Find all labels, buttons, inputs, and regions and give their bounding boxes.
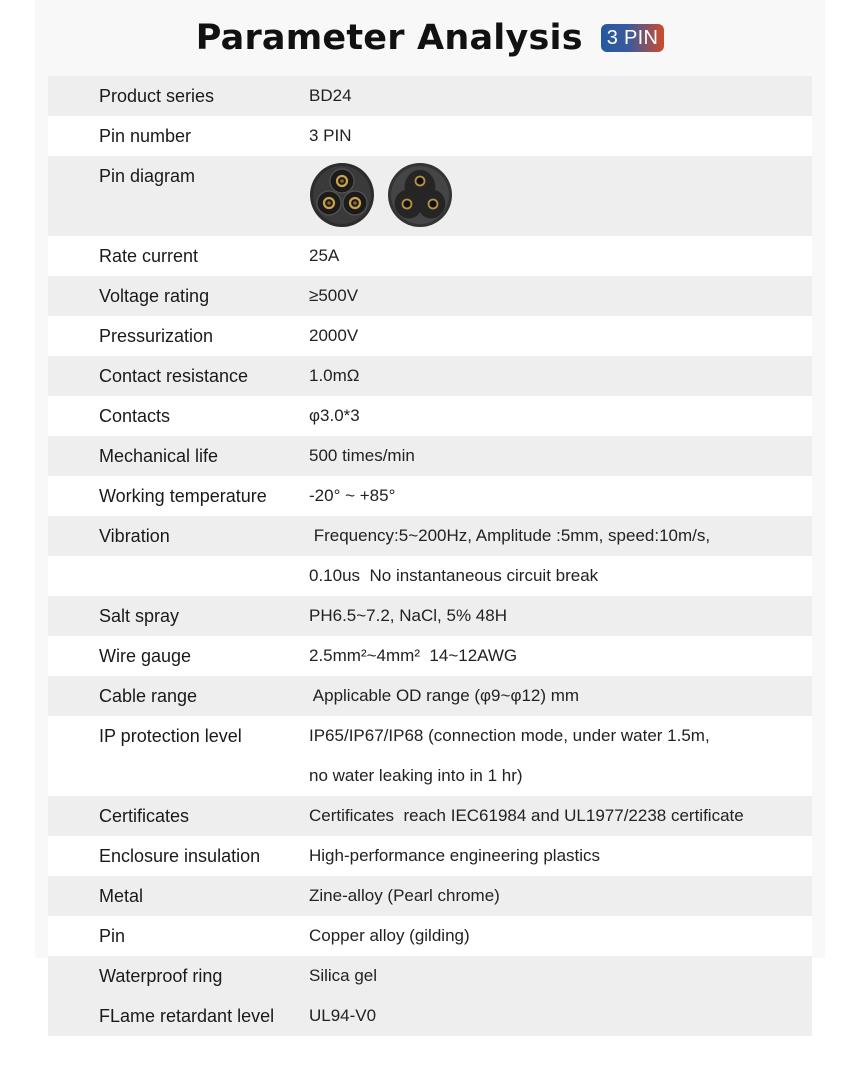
- value-line: 25A: [309, 246, 340, 265]
- row-ip-protection-level: [48, 716, 812, 756]
- row-voltage-rating: [48, 276, 812, 316]
- row-value: [309, 556, 812, 596]
- value-line: IP65/IP67/IP68 (connection mode, under water 1.5m,: [309, 726, 710, 745]
- row-value: [309, 516, 812, 556]
- row-value: [309, 276, 812, 316]
- row-label: Metal: [99, 886, 144, 906]
- row-label-empty: [48, 556, 309, 596]
- row-waterproof-ring: [48, 956, 812, 996]
- row-label: Wire gauge: [99, 646, 192, 666]
- row-pressurization: [48, 316, 812, 356]
- row-rate-current: [48, 236, 812, 276]
- row-label: Certificates: [99, 806, 190, 826]
- row-value: [309, 236, 812, 276]
- row-cable-range: [48, 676, 812, 716]
- row-value: [309, 636, 812, 676]
- value-line: Silica gel: [309, 966, 378, 985]
- value-line: 3 PIN: [309, 126, 352, 145]
- row-value: [309, 76, 812, 116]
- row-value: [309, 396, 812, 436]
- row-wire-gauge: [48, 636, 812, 676]
- value-line: 2.5mm²~4mm² 14~12AWG: [309, 646, 518, 665]
- row-label: Cable range: [99, 686, 198, 706]
- row-label: Pin diagram: [99, 166, 196, 186]
- row-label: Voltage rating: [99, 286, 210, 306]
- value-line: 2000V: [309, 326, 359, 345]
- value-line: Copper alloy (gilding): [309, 926, 470, 945]
- row-label: FLame retardant level: [99, 1006, 275, 1026]
- row-label: Mechanical life: [99, 446, 219, 466]
- row-value: [309, 996, 812, 1036]
- row-pin-number: [48, 116, 812, 156]
- value-line: BD24: [309, 86, 352, 105]
- row-value: [309, 876, 812, 916]
- row-enclosure-insulation: [48, 836, 812, 876]
- row-mechanical-life: [48, 436, 812, 476]
- row-vibration: [48, 516, 812, 556]
- row-value: [309, 956, 812, 996]
- row-value: [309, 356, 812, 396]
- row-label: Product series: [99, 86, 215, 106]
- row-flame-retardant-level: [48, 996, 812, 1036]
- row-value: [309, 676, 812, 716]
- row-value: [309, 716, 812, 756]
- value-line: PH6.5~7.2, NaCl, 5% 48H: [309, 606, 507, 625]
- value-line: ≥500V: [309, 286, 359, 305]
- row-contact-resistance: [48, 356, 812, 396]
- value-line: Certificates reach IEC61984 and UL1977/2238 certificate: [309, 806, 744, 825]
- row-label: Pressurization: [99, 326, 214, 346]
- pin-badge: 3 PIN: [601, 24, 665, 52]
- value-line: 500 times/min: [309, 446, 415, 465]
- row-value: [309, 756, 812, 796]
- row-metal: [48, 876, 812, 916]
- row-value: [309, 796, 812, 836]
- value-line: Zine-alloy (Pearl chrome): [309, 886, 500, 905]
- row-product-series: [48, 76, 812, 116]
- value-line: 0.10us No instantaneous circuit break: [309, 566, 599, 585]
- value-line: Frequency:5~200Hz, Amplitude :5mm, speed:10m/s,: [309, 526, 711, 545]
- row-label: Pin number: [99, 126, 192, 146]
- connector-front-icon: [309, 162, 375, 228]
- row-pin-diagram: [48, 156, 812, 236]
- row-salt-spray: [48, 596, 812, 636]
- value-line: φ3.0*3: [309, 406, 360, 425]
- row-ip-protection-continued: [48, 756, 812, 796]
- row-value: [309, 316, 812, 356]
- row-label: IP protection level: [99, 726, 242, 746]
- row-label: Waterproof ring: [99, 966, 223, 986]
- row-value: [309, 476, 812, 516]
- parameter-table: [48, 76, 812, 1036]
- row-label: Pin: [99, 926, 126, 946]
- row-label: Salt spray: [99, 606, 180, 626]
- row-working-temperature: [48, 476, 812, 516]
- value-line: no water leaking into in 1 hr): [309, 766, 523, 785]
- row-value: [309, 436, 812, 476]
- row-label: Enclosure insulation: [99, 846, 261, 866]
- connector-rear-icon: [387, 162, 453, 228]
- row-label: Vibration: [99, 526, 170, 546]
- row-contacts: [48, 396, 812, 436]
- page-title: Parameter Analysis: [195, 18, 583, 58]
- row-pin: [48, 916, 812, 956]
- row-label: Rate current: [99, 246, 199, 266]
- row-certificates: [48, 796, 812, 836]
- value-line: 1.0mΩ: [309, 366, 360, 385]
- value-line: High-performance engineering plastics: [309, 846, 601, 865]
- row-label-empty: [48, 756, 309, 796]
- value-line: -20° ~ +85°: [309, 486, 396, 505]
- pin-diagram: [309, 156, 812, 236]
- page-header: [0, 0, 860, 76]
- row-value: [309, 836, 812, 876]
- row-vibration-continued: [48, 556, 812, 596]
- row-value: [309, 116, 812, 156]
- row-label: Contacts: [99, 406, 171, 426]
- row-label: Contact resistance: [99, 366, 249, 386]
- row-value: [309, 596, 812, 636]
- value-line: Applicable OD range (φ9~φ12) mm: [309, 686, 580, 705]
- value-line: UL94-V0: [309, 1006, 377, 1025]
- row-label: Working temperature: [99, 486, 267, 506]
- row-value: [309, 916, 812, 956]
